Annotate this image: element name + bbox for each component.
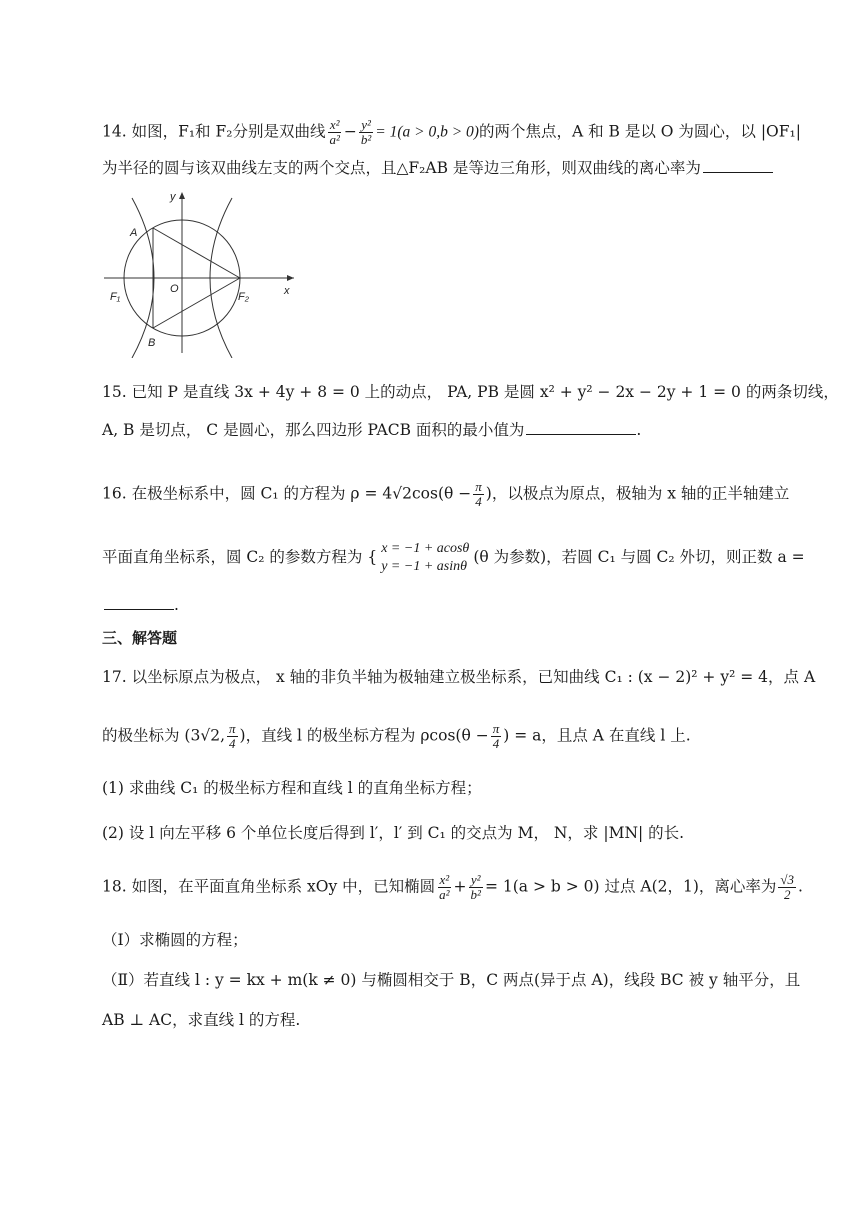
q17-line2-b: )，直线 l 的极坐标方程为 ρcos(θ −	[239, 726, 489, 745]
q16-pi-over-4: $\frac{\pi}{4}$	[475, 479, 482, 509]
q18-eccentricity: $\frac{√3}{2}$	[780, 872, 795, 902]
q18-y2-over-b2: $\frac{\text{y²}}{\text{b²}}$	[470, 872, 481, 902]
q18-part1: （Ⅰ）求椭圆的方程；	[102, 931, 248, 949]
y-axis-arrow	[179, 192, 185, 199]
q16-answer-blank	[104, 595, 174, 610]
label-B: B	[148, 337, 156, 349]
q14-prefix: 14. 如图，F₁和 F₂分别是双曲线	[102, 122, 326, 141]
q14-suffix: 的两个焦点，A 和 B 是以 O 为圆心，以 |OF₁|	[478, 122, 801, 141]
segment-AF2	[153, 228, 240, 278]
q15-line1	[102, 382, 839, 402]
q15-line1-text: 15. 已知 P 是直线 3x + 4y + 8 = 0 上的动点， PA, PB 是圆 x² + y² − 2x − 2y + 1 = 0 的两条切线，	[102, 383, 839, 401]
q16-parametric-system: x = −1 + acosθ y = −1 + asinθ	[381, 541, 470, 574]
q15-answer-blank	[526, 420, 636, 435]
label-F1: F₁	[110, 291, 121, 303]
q15-line2-text: A, B 是切点， C 是圆心，那么四边形 PACB 面积的最小值为	[102, 421, 525, 439]
q17-part2: (2) 设 l 向左平移 6 个单位长度后得到 l′，l′ 到 C₁ 的交点为 M， N，求 |MN| 的长.	[102, 824, 685, 842]
label-O: O	[170, 283, 179, 295]
q16-line2-a: 平面直角坐标系，圆 C₂ 的参数方程为 {	[102, 548, 378, 566]
q18-line1-b: = 1(a > b > 0) 过点 A(2，1)，离心率为	[484, 877, 777, 896]
q16-line1-b: )，以极点为原点，极轴为 x 轴的正半轴建立	[485, 484, 790, 503]
q17-line2	[102, 722, 762, 751]
q18-line1: 18. 如图，在平面直角坐标系 xOy 中，已知椭圆 $\frac{\text{x²}}{\text{a²}}$ + $\frac{\text{y²}}{\text{b²}}$ = 1(a > b > 0) 过点 A(2，1)，离心率为 $\frac{√3}{2}$ .	[102, 872, 803, 902]
label-F2: F₂	[238, 291, 249, 303]
q18-part2b: AB ⊥ AC，求直线 l 的方程.	[102, 1011, 301, 1029]
q16-period: .	[174, 596, 179, 614]
q14-line1: 14. 如图，F₁和 F₂分别是双曲线 $\frac{\text{x²}}{\text{a²}}$ − $\frac{\text{y²}}{\text{b²}}$ = 1(a > 0,b > 0)的两个焦点，A 和 B 是以 O 为圆心，以 |OF₁|	[102, 117, 801, 147]
q15-line2	[102, 420, 762, 440]
q17-pi-over-4-a: $\frac{\pi}{4}$	[229, 721, 236, 751]
q18-line1-a: 18. 如图，在平面直角坐标系 xOy 中，已知椭圆	[102, 877, 436, 896]
q16-line1	[102, 479, 790, 509]
section-heading: 三、解答题	[102, 629, 178, 647]
label-y: y	[170, 191, 176, 203]
q16-line1-a: 16. 在极坐标系中，圆 C₁ 的方程为 ρ = 4√2cos(θ −	[102, 484, 472, 503]
q14-fraction-x: $\frac{\text{x²}}{\text{a²}}$	[329, 117, 340, 147]
q17-line2-c: ) = a，且点 A 在直线 l 上.	[503, 726, 691, 745]
label-x: x	[284, 285, 290, 297]
q14-answer-blank	[703, 158, 773, 173]
q15-period: .	[636, 421, 642, 439]
q17-pi-over-4-b: $\frac{\pi}{4}$	[492, 721, 500, 751]
q14-figure	[104, 188, 304, 358]
q14-fraction-y: $\frac{\text{y²}}{\text{b²}}$	[360, 117, 372, 147]
q17-line1	[102, 667, 816, 687]
q14-line2	[102, 158, 762, 178]
q16-line2	[102, 540, 805, 576]
label-A: A	[130, 227, 138, 239]
q16-line3	[102, 595, 762, 615]
segment-BF2	[153, 278, 240, 328]
q17-line1-text: 17. 以坐标原点为极点， x 轴的非负半轴为极轴建立极坐标系，已知曲线 C₁ : (x − 2)² + y² = 4，点 A	[102, 668, 816, 686]
q14-line2-text: 为半径的圆与该双曲线左支的两个交点，且△F₂AB 是等边三角形，则双曲线的离心率为	[102, 159, 701, 177]
q17-part1: (1) 求曲线 C₁ 的极坐标方程和直线 l 的直角坐标方程；	[102, 779, 482, 797]
q18-x2-over-a2: $\frac{\text{x²}}{\text{a²}}$	[439, 872, 450, 902]
x-axis-arrow	[287, 275, 294, 281]
q14-equation-tail: = 1(a > 0,b > 0)	[375, 123, 479, 141]
q17-line2-a: 的极坐标为 (3√2,	[102, 726, 226, 745]
q16-line2-b: (θ 为参数)，若圆 C₁ 与圆 C₂ 外切，则正数 a =	[473, 548, 805, 566]
q18-part2: （Ⅱ）若直线 l : y = kx + m(k ≠ 0) 与椭圆相交于 B，C 两点(异于点 A)，线段 BC 被 y 轴平分，且	[102, 971, 801, 989]
